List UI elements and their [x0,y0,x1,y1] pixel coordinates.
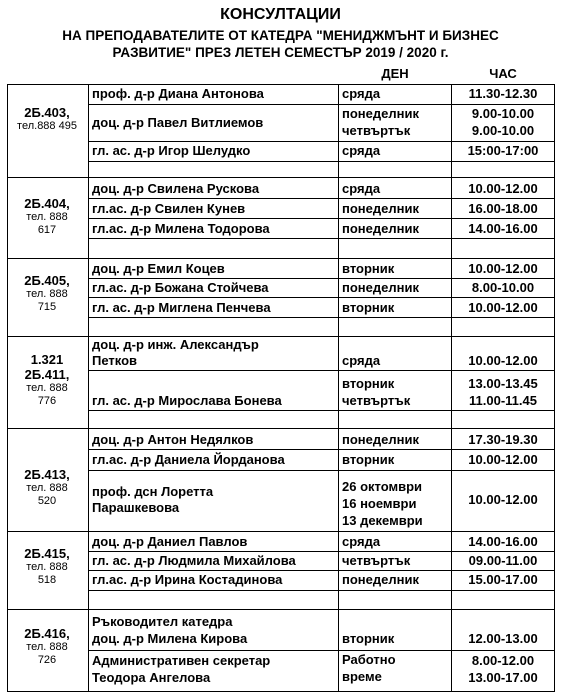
room-number: 1.321 [30,352,64,367]
consultation-day: понеделник [342,432,419,447]
row-separator [88,551,554,552]
room-cell [7,546,87,587]
consultation-hour: 10.00-12.00 [468,261,538,276]
room-phone: тел. 888 [26,482,68,494]
consultation-hour: 10.00-12.00 [468,452,538,467]
consultation-day: сряда [342,534,381,549]
consultation-hour: 11.00-11.45 [469,393,537,408]
column-divider-name [88,84,89,692]
consultation-hour: 12.00-13.00 [468,631,538,646]
row-separator [88,570,554,571]
teacher-name: доц. д-р Павел Витлиемов [92,115,264,130]
room-phone: тел. 888 [26,382,68,394]
room-cell [7,273,87,314]
room-number: 2Б.403, [24,105,70,120]
row-separator [88,161,554,162]
teacher-name: проф. д-р Диана Антонова [92,86,264,101]
consultation-day: 16 ноември [342,496,417,511]
group-separator [7,84,554,85]
teacher-name: Теодора Ангелова [92,670,211,685]
teacher-name: доц. д-р инж. Александър [92,337,259,352]
room-phone: тел. 888 [26,561,68,573]
consultation-hour: 11.30-12.30 [468,86,538,101]
column-divider-day [338,84,339,692]
room-phone: 726 [37,654,57,666]
consultation-day: понеделник [342,280,419,295]
room-cell [7,196,87,237]
room-cell [7,626,87,667]
consultation-day: понеделник [342,106,419,121]
consultation-day: понеделник [342,572,419,587]
consultation-hour: 16.00-18.00 [468,201,538,216]
consultation-hour: 13.00-17.00 [468,670,538,685]
consultation-day: понеделник [342,201,419,216]
row-separator [88,410,554,411]
room-number: 2Б.411, [24,367,70,382]
teacher-name: гл.ас. д-р Ирина Костадинова [92,572,283,587]
room-phone: 776 [37,395,57,407]
consultation-day: време [342,669,382,684]
group-separator [7,609,554,610]
room-phone: тел. 888 [26,641,68,653]
teacher-name: гл.ас. д-р Даниела Йорданова [92,452,285,467]
teacher-name: Петков [92,353,138,368]
room-phone: 617 [37,224,57,236]
consultation-hour: 14.00-16.00 [468,534,538,549]
consultation-hour: 15:00-17:00 [467,143,539,158]
consultation-hour: 8.00-10.00 [471,280,535,295]
page-subtitle-line1: НА ПРЕПОДАВАТЕЛИТЕ ОТ КАТЕДРА "МЕНИДЖМЪНТ И БИЗНЕС [62,28,499,43]
room-phone: 520 [37,495,57,507]
teacher-name: гл. ас. д-р Людмила Михайлова [92,553,296,568]
consultation-day: вторник [342,376,395,391]
teacher-name: проф. дсн Лоретта [92,484,214,499]
table-border-right [554,84,555,692]
room-cell [7,105,87,133]
room-cell [7,467,87,508]
teacher-name: гл. ас. д-р Игор Шелудко [92,143,251,158]
group-separator [7,177,554,178]
column-header-hour: ЧАС [489,66,517,81]
teacher-name: гл.ас. д-р Милена Тодорова [92,221,270,236]
row-separator [88,297,554,298]
consultation-day: Работно [342,652,396,667]
consultation-hour: 13.00-13.45 [468,376,538,391]
consultation-hour: 17.30-19.30 [468,432,538,447]
group-separator [7,336,554,337]
consultation-day: 13 декември [342,513,423,528]
teacher-name: гл.ас. д-р Божана Стойчева [92,280,269,295]
consultation-day: сряда [342,143,381,158]
row-separator [88,238,554,239]
consultation-day: четвъртък [342,123,411,138]
consultation-day: 26 октомври [342,479,423,494]
row-separator [88,104,554,105]
room-number: 2Б.415, [24,546,70,561]
teacher-name: Административен секретар [92,653,271,668]
consultation-hour: 10.00-12.00 [468,181,538,196]
group-separator [7,258,554,259]
row-separator [88,198,554,199]
teacher-name: Ръководител катедра [92,614,233,629]
consultation-day: вторник [342,261,395,276]
row-separator [88,317,554,318]
teacher-name: доц. д-р Даниел Павлов [92,534,248,549]
consultation-hour: 09.00-11.00 [468,553,538,568]
teacher-name: доц. д-р Свилена Рускова [92,181,260,196]
row-separator [88,650,554,651]
consultation-day: сряда [342,181,381,196]
room-cell [7,352,87,408]
row-separator [88,141,554,142]
teacher-name: гл.ас. д-р Свилен Кунев [92,201,246,216]
room-phone: тел. 888 [26,288,68,300]
consultation-day: сряда [342,353,381,368]
consultation-day: сряда [342,86,381,101]
consultation-day: понеделник [342,221,419,236]
consultation-hour: 14.00-16.00 [468,221,538,236]
consultation-day: четвъртък [342,393,411,408]
row-separator [88,590,554,591]
room-number: 2Б.416, [24,626,70,641]
room-number: 2Б.405, [24,273,70,288]
column-header-day: ДЕН [381,66,409,81]
consultation-day: вторник [342,300,395,315]
row-separator [88,278,554,279]
consultation-day: вторник [342,631,395,646]
room-phone: 715 [37,301,57,313]
room-number: 2Б.404, [24,196,70,211]
consultation-day: четвъртък [342,553,411,568]
row-separator [88,449,554,450]
group-separator [7,428,554,429]
teacher-name: гл. ас. д-р Миглена Пенчева [92,300,271,315]
consultation-hour: 10.00-12.00 [468,353,538,368]
row-separator [88,470,554,471]
row-separator [88,370,554,371]
consultation-hour: 10.00-12.00 [468,300,538,315]
consultation-hour: 9.00-10.00 [471,106,535,121]
consultation-hour: 10.00-12.00 [468,492,538,507]
teacher-name: доц. д-р Антон Недялков [92,432,254,447]
row-separator [88,531,554,532]
row-separator [88,218,554,219]
consultation-hour: 9.00-10.00 [471,123,535,138]
teacher-name: доц. д-р Емил Коцев [92,261,225,276]
consultation-hour: 15.00-17.00 [468,572,538,587]
page-title: КОНСУЛТАЦИИ [220,6,341,23]
room-number: 2Б.413, [24,467,70,482]
room-phone: тел.888 495 [17,120,77,132]
room-phone: 518 [37,574,57,586]
consultation-day: вторник [342,452,395,467]
page-subtitle-line2: РАЗВИТИЕ" ПРЕЗ ЛЕТЕН СЕМЕСТЪР 2019 / 2020 г. [112,45,449,60]
teacher-name: Парашкевова [92,500,180,515]
room-phone: тел. 888 [26,211,68,223]
consultation-hour: 8.00-12.00 [471,653,535,668]
teacher-name: доц. д-р Милена Кирова [92,631,248,646]
teacher-name: гл. ас. д-р Мирослава Бонева [92,393,282,408]
